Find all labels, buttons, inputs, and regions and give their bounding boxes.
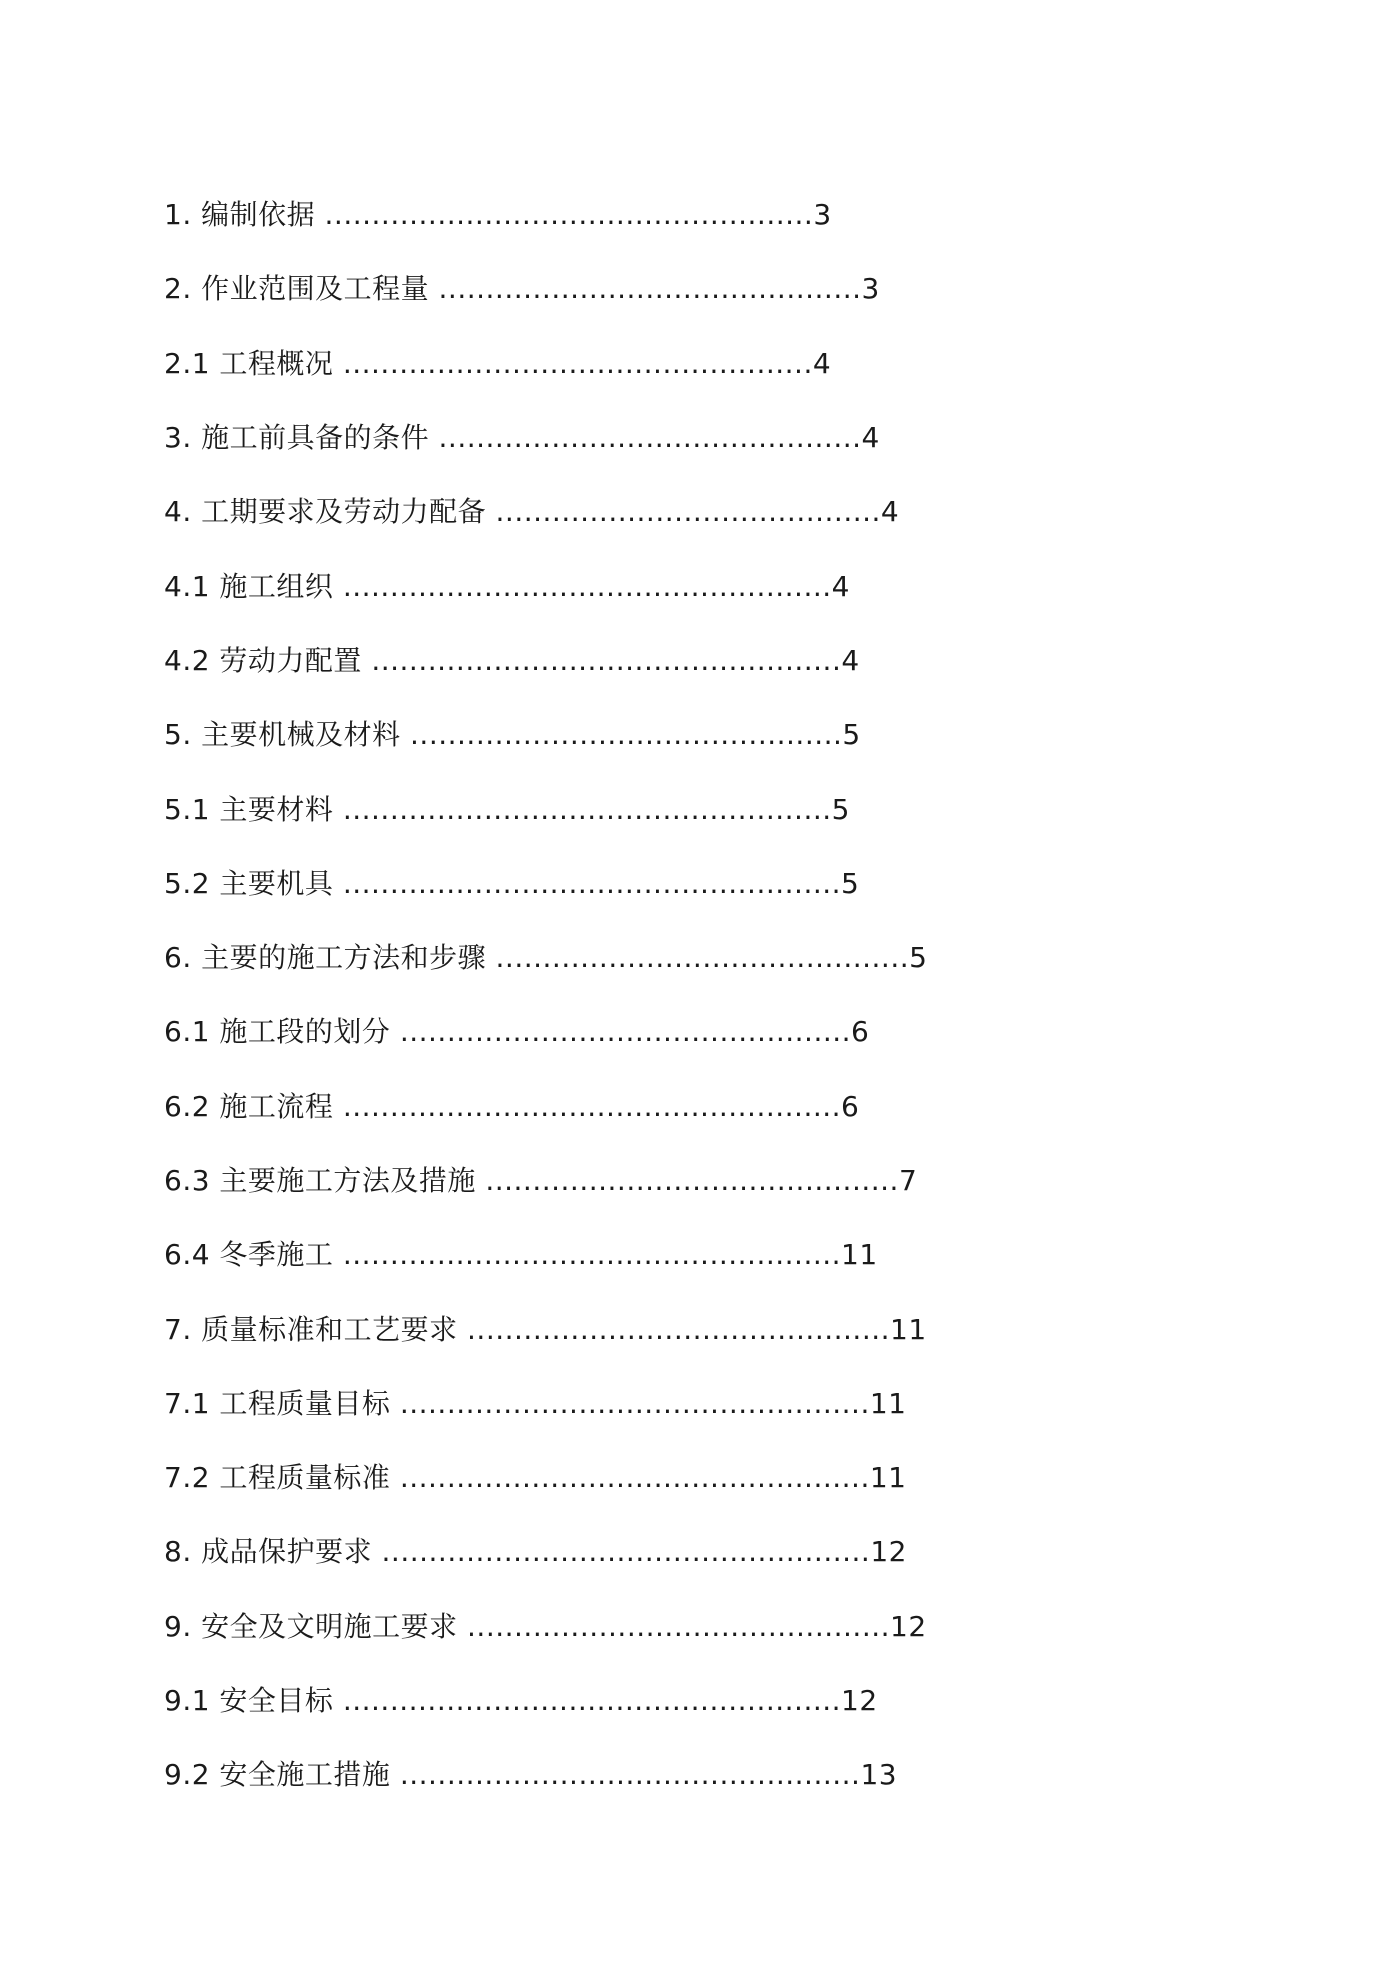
toc-entry-text: 7.1 工程质量目标 ..................................................11 — [164, 1386, 907, 1420]
toc-entry[interactable] — [164, 1441, 927, 1515]
toc-entry-text: 9.2 安全施工措施 .................................................13 — [164, 1758, 898, 1792]
toc-entry-text: 6.1 施工段的划分 ................................................6 — [164, 1015, 870, 1049]
toc-entry-text: 7.2 工程质量标准 ..................................................11 — [164, 1461, 907, 1495]
toc-entry[interactable] — [164, 624, 927, 698]
toc-entry-text: 8. 成品保护要求 ....................................................12 — [164, 1535, 907, 1569]
toc-entry[interactable] — [164, 549, 927, 623]
toc-entry[interactable] — [164, 1292, 927, 1366]
toc-entry-text: 3. 施工前具备的条件 .............................................4 — [164, 421, 880, 455]
toc-entry-text: 1. 编制依据 ....................................................3 — [164, 198, 832, 232]
toc-entry-text: 4.2 劳动力配置 ..................................................4 — [164, 643, 860, 677]
toc-entry[interactable] — [164, 1515, 927, 1589]
toc-entry-text: 9. 安全及文明施工要求 .............................................12 — [164, 1609, 927, 1643]
toc-entry[interactable] — [164, 772, 927, 846]
table-of-contents — [164, 178, 927, 1813]
toc-entry-text: 9.1 安全目标 .....................................................12 — [164, 1684, 878, 1718]
toc-entry[interactable] — [164, 1590, 927, 1664]
toc-entry-text: 5.2 主要机具 .....................................................5 — [164, 866, 860, 900]
toc-entry[interactable] — [164, 995, 927, 1069]
toc-entry-text: 2. 作业范围及工程量 .............................................3 — [164, 272, 880, 306]
toc-entry[interactable] — [164, 252, 927, 326]
toc-entry[interactable] — [164, 847, 927, 921]
toc-entry-text: 5.1 主要材料 ....................................................5 — [164, 792, 850, 826]
toc-entry-text: 6.4 冬季施工 .....................................................11 — [164, 1238, 878, 1272]
toc-entry-text: 2.1 工程概况 ..................................................4 — [164, 346, 832, 380]
toc-entry[interactable] — [164, 1144, 927, 1218]
toc-entry-text: 4. 工期要求及劳动力配备 .........................................4 — [164, 495, 900, 529]
toc-entry[interactable] — [164, 1664, 927, 1738]
toc-entry-text: 5. 主要机械及材料 ..............................................5 — [164, 718, 861, 752]
toc-entry[interactable] — [164, 178, 927, 252]
toc-entry-text: 6.2 施工流程 .....................................................6 — [164, 1089, 860, 1123]
toc-entry[interactable] — [164, 921, 927, 995]
toc-entry[interactable] — [164, 401, 927, 475]
toc-entry[interactable] — [164, 1070, 927, 1144]
toc-entry[interactable] — [164, 1218, 927, 1292]
toc-entry-text: 6. 主要的施工方法和步骤 ............................................5 — [164, 941, 928, 975]
toc-entry[interactable] — [164, 1367, 927, 1441]
toc-entry[interactable] — [164, 698, 927, 772]
toc-entry[interactable] — [164, 1738, 927, 1812]
toc-entry-text: 6.3 主要施工方法及措施 ............................................7 — [164, 1164, 918, 1197]
toc-entry[interactable] — [164, 475, 927, 549]
toc-entry-text: 7. 质量标准和工艺要求 .............................................11 — [164, 1312, 927, 1346]
toc-entry-text: 4.1 施工组织 ....................................................4 — [164, 569, 850, 603]
toc-entry[interactable] — [164, 327, 927, 401]
